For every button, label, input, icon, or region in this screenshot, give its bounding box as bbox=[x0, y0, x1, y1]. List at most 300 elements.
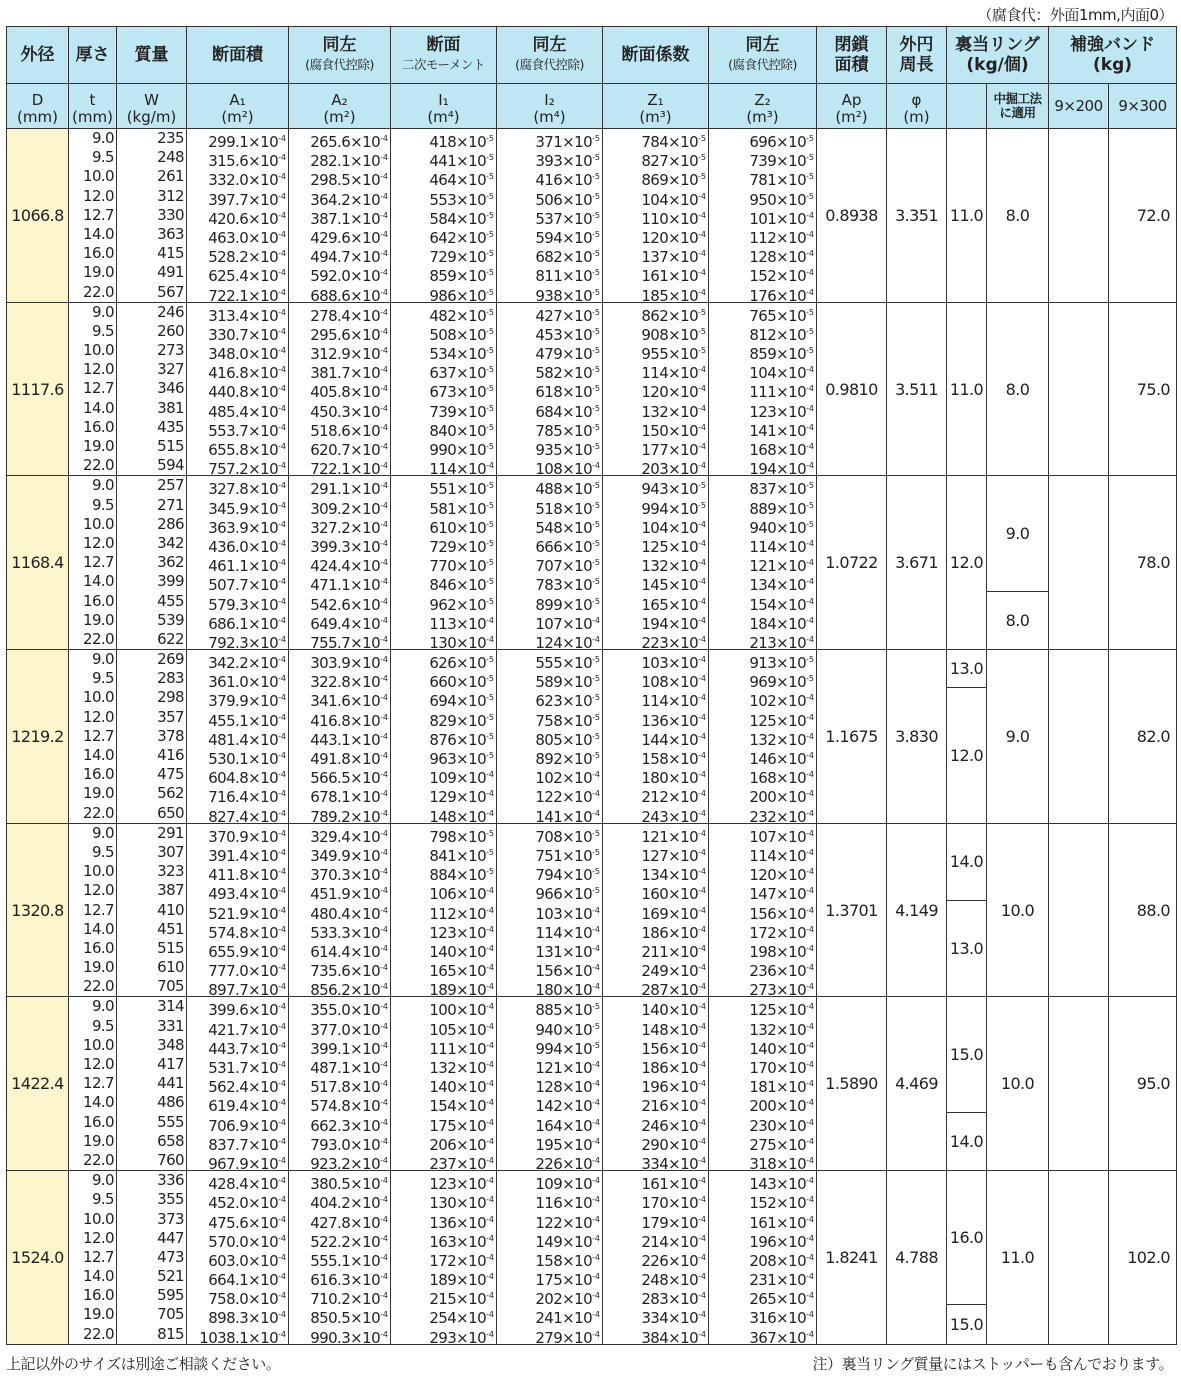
mantissa: 103 bbox=[535, 904, 563, 923]
value-z1 bbox=[603, 1248, 706, 1270]
exponent: -4 bbox=[698, 403, 706, 413]
times-ten: ×10 bbox=[350, 942, 381, 961]
mantissa: 405.8 bbox=[310, 383, 351, 402]
mantissa: 708 bbox=[535, 827, 563, 846]
mantissa: 488 bbox=[535, 480, 563, 499]
value-i1 bbox=[391, 148, 494, 171]
value-w: 331 bbox=[157, 1016, 184, 1035]
mantissa: 185 bbox=[641, 286, 669, 305]
value-t: 14.0 bbox=[83, 746, 114, 764]
value-i2 bbox=[497, 1055, 600, 1077]
value-i2 bbox=[497, 1113, 600, 1135]
times-ten: ×10 bbox=[456, 633, 487, 652]
mantissa: 581 bbox=[429, 499, 457, 518]
times-ten: ×10 bbox=[248, 1194, 279, 1213]
times-ten: ×10 bbox=[248, 788, 279, 807]
times-ten: ×10 bbox=[350, 1116, 381, 1135]
mantissa: 840 bbox=[429, 421, 457, 440]
value-z1 bbox=[603, 456, 706, 479]
mantissa: 453 bbox=[535, 325, 563, 344]
exponent: -5 bbox=[486, 326, 494, 336]
value-z1 bbox=[603, 303, 706, 325]
mantissa: 570.0 bbox=[208, 1232, 249, 1251]
exponent: -4 bbox=[592, 1136, 600, 1146]
value-w: 594 bbox=[157, 456, 184, 475]
times-ten: ×10 bbox=[350, 421, 381, 440]
exponent: -4 bbox=[698, 384, 706, 394]
times-ten: ×10 bbox=[776, 769, 807, 788]
value-a1 bbox=[187, 418, 286, 440]
times-ten: ×10 bbox=[248, 807, 279, 826]
mantissa: 522.2 bbox=[310, 1232, 351, 1251]
value-w: 307 bbox=[157, 842, 184, 861]
times-ten: ×10 bbox=[668, 1039, 699, 1058]
exponent: -4 bbox=[698, 422, 706, 432]
mantissa: 165 bbox=[641, 595, 669, 614]
value-z1 bbox=[603, 1151, 706, 1173]
mantissa: 967.9 bbox=[208, 1154, 249, 1173]
value-i1 bbox=[391, 592, 494, 614]
exponent: -4 bbox=[380, 403, 388, 413]
value-w: 269 bbox=[157, 650, 184, 669]
table-row bbox=[7, 823, 1177, 842]
exponent: -4 bbox=[592, 943, 600, 953]
exponent: -4 bbox=[698, 1040, 706, 1050]
value-t: 12.7 bbox=[83, 1074, 114, 1093]
times-ten: ×10 bbox=[668, 557, 699, 576]
mantissa: 363.9 bbox=[208, 518, 249, 537]
value-i1 bbox=[391, 1151, 494, 1173]
value-a2 bbox=[289, 1036, 388, 1058]
times-ten: ×10 bbox=[350, 1154, 381, 1173]
value-z1 bbox=[603, 1055, 706, 1077]
times-ten: ×10 bbox=[776, 345, 807, 364]
times-ten: ×10 bbox=[776, 1194, 807, 1213]
times-ten: ×10 bbox=[668, 711, 699, 730]
backing-ring-cell: 11.0 bbox=[947, 129, 987, 303]
times-ten: ×10 bbox=[668, 673, 699, 692]
times-ten: ×10 bbox=[350, 383, 381, 402]
mantissa: 994 bbox=[535, 1039, 563, 1058]
mantissa: 755.7 bbox=[310, 633, 351, 652]
mantissa: 334 bbox=[641, 1309, 669, 1328]
exponent: -4 bbox=[806, 1021, 814, 1031]
exponent: -4 bbox=[698, 905, 706, 915]
exponent: -4 bbox=[698, 461, 706, 471]
value-w: 521 bbox=[157, 1267, 184, 1286]
perimeter-cell: 4.788 bbox=[887, 1171, 947, 1345]
exponent: -5 bbox=[806, 134, 814, 143]
value-a1 bbox=[187, 901, 286, 923]
closed-area-cell: 1.1675 bbox=[817, 650, 887, 824]
exponent: -4 bbox=[698, 1176, 706, 1186]
times-ten: ×10 bbox=[776, 711, 807, 730]
value-list-z2 bbox=[709, 1171, 817, 1345]
exponent: -4 bbox=[486, 1252, 494, 1262]
mantissa: 461.1 bbox=[208, 557, 249, 576]
value-a2 bbox=[289, 572, 388, 595]
mantissa: 148 bbox=[641, 1020, 669, 1039]
times-ten: ×10 bbox=[456, 364, 487, 383]
exponent: -5 bbox=[806, 346, 814, 356]
value-list-a1 bbox=[187, 302, 289, 479]
times-ten: ×10 bbox=[350, 1328, 381, 1347]
mantissa: 160 bbox=[641, 885, 669, 904]
value-i2 bbox=[497, 997, 600, 1020]
value-w: 610 bbox=[157, 958, 184, 977]
value-a2 bbox=[289, 322, 388, 344]
value-w: 336 bbox=[157, 1171, 184, 1190]
mantissa: 642 bbox=[429, 228, 457, 247]
exponent: -4 bbox=[380, 307, 388, 317]
exponent: -5 bbox=[592, 712, 600, 722]
value-z2 bbox=[709, 1113, 814, 1135]
mantissa: 161 bbox=[641, 267, 669, 286]
exponent: -4 bbox=[278, 1252, 286, 1262]
mantissa: 962 bbox=[429, 595, 457, 614]
times-ten: ×10 bbox=[350, 1232, 381, 1251]
value-i2 bbox=[497, 283, 600, 305]
mantissa: 682 bbox=[535, 248, 563, 267]
value-t: 19.0 bbox=[83, 610, 114, 629]
value-list-t bbox=[69, 997, 117, 1171]
mantissa: 798 bbox=[429, 827, 457, 846]
mantissa: 582 bbox=[535, 364, 563, 383]
mantissa: 130 bbox=[429, 633, 457, 652]
mantissa: 464 bbox=[429, 171, 457, 190]
times-ten: ×10 bbox=[668, 1213, 699, 1232]
value-t: 12.0 bbox=[83, 1055, 114, 1073]
mantissa: 673 bbox=[429, 383, 457, 402]
value-a2 bbox=[289, 341, 388, 364]
value-a1 bbox=[187, 1305, 286, 1328]
value-i2 bbox=[497, 206, 600, 228]
times-ten: ×10 bbox=[456, 557, 487, 576]
value-w: 567 bbox=[157, 282, 184, 301]
value-t: 9.5 bbox=[91, 842, 114, 861]
mantissa: 243 bbox=[641, 807, 669, 826]
value-a2 bbox=[289, 784, 388, 807]
value-z2 bbox=[709, 322, 814, 344]
times-ten: ×10 bbox=[456, 576, 487, 595]
mantissa: 792.3 bbox=[208, 633, 249, 652]
times-ten: ×10 bbox=[562, 1154, 593, 1173]
value-z1 bbox=[603, 1210, 706, 1232]
exponent: -5 bbox=[486, 655, 494, 665]
exponent: -5 bbox=[486, 867, 494, 877]
mantissa: 443.1 bbox=[310, 730, 351, 749]
times-ten: ×10 bbox=[248, 441, 279, 459]
exponent: -5 bbox=[592, 847, 600, 857]
mantissa: 106 bbox=[429, 885, 457, 904]
exponent: -4 bbox=[380, 1040, 388, 1050]
times-ten: ×10 bbox=[350, 1001, 381, 1020]
value-z1 bbox=[603, 1190, 706, 1213]
mantissa: 128 bbox=[535, 1078, 563, 1097]
exponent: -4 bbox=[380, 1155, 388, 1165]
exponent: -4 bbox=[278, 1040, 286, 1050]
mantissa: 200 bbox=[749, 788, 777, 807]
times-ten: ×10 bbox=[668, 769, 699, 788]
times-ten: ×10 bbox=[562, 460, 593, 479]
header-Z2: 同左 (腐食代控除) bbox=[709, 27, 817, 84]
value-w: 595 bbox=[157, 1286, 184, 1305]
exponent: -4 bbox=[698, 249, 706, 259]
unit-D: D (mm) bbox=[7, 84, 69, 129]
mantissa: 371 bbox=[535, 133, 563, 151]
mantissa: 170 bbox=[749, 1059, 777, 1077]
value-z1 bbox=[603, 187, 706, 209]
mantissa: 122 bbox=[535, 1213, 563, 1232]
times-ten: ×10 bbox=[562, 1175, 593, 1194]
mantissa: 226 bbox=[535, 1154, 563, 1173]
exponent: -4 bbox=[380, 1329, 388, 1339]
exponent: -4 bbox=[380, 134, 388, 143]
exponent: -4 bbox=[380, 287, 388, 297]
value-t: 22.0 bbox=[83, 977, 114, 996]
unit-t: t (mm) bbox=[69, 84, 117, 129]
value-a2 bbox=[289, 534, 388, 556]
mantissa: 134 bbox=[749, 576, 777, 595]
value-z2 bbox=[709, 129, 814, 151]
value-a1 bbox=[187, 572, 286, 595]
mantissa: 107 bbox=[535, 614, 563, 633]
times-ten: ×10 bbox=[456, 383, 487, 402]
mantissa: 482 bbox=[429, 306, 457, 325]
value-list-i1 bbox=[391, 1171, 497, 1345]
exponent: -4 bbox=[592, 1233, 600, 1243]
value-t: 10.0 bbox=[83, 167, 114, 186]
exponent: -4 bbox=[486, 461, 494, 471]
mantissa: 114 bbox=[641, 692, 669, 711]
times-ten: ×10 bbox=[248, 942, 279, 961]
table-row bbox=[7, 476, 1177, 495]
times-ten: ×10 bbox=[456, 1213, 487, 1232]
value-z1 bbox=[603, 1229, 706, 1251]
times-ten: ×10 bbox=[776, 866, 807, 885]
exponent: -4 bbox=[486, 886, 494, 896]
times-ten: ×10 bbox=[776, 171, 807, 190]
exponent: -4 bbox=[698, 674, 706, 684]
value-a1 bbox=[187, 630, 286, 652]
header-Z1: 断面係数 bbox=[603, 27, 709, 84]
value-z1 bbox=[603, 881, 706, 904]
times-ten: ×10 bbox=[248, 1078, 279, 1097]
value-i1 bbox=[391, 167, 494, 190]
times-ten: ×10 bbox=[562, 1194, 593, 1213]
value-z2 bbox=[709, 901, 814, 923]
mantissa: 584 bbox=[429, 209, 457, 228]
exponent: -4 bbox=[698, 712, 706, 722]
mantissa: 121 bbox=[535, 1059, 563, 1077]
mantissa: 172 bbox=[749, 923, 777, 942]
value-t: 16.0 bbox=[83, 244, 114, 263]
exponent: -4 bbox=[380, 1060, 388, 1069]
times-ten: ×10 bbox=[350, 209, 381, 228]
times-ten: ×10 bbox=[562, 962, 593, 981]
exponent: -4 bbox=[592, 1117, 600, 1127]
mantissa: 216 bbox=[641, 1097, 669, 1116]
value-t: 10.0 bbox=[83, 688, 114, 707]
exponent: -5 bbox=[592, 538, 600, 548]
value-a1 bbox=[187, 746, 286, 768]
exponent: -4 bbox=[698, 1002, 706, 1012]
value-list-a2 bbox=[289, 129, 391, 303]
value-list-z1 bbox=[603, 476, 709, 650]
mantissa: 132 bbox=[429, 1059, 457, 1077]
exponent: -5 bbox=[486, 481, 494, 491]
times-ten: ×10 bbox=[562, 209, 593, 228]
exponent: -4 bbox=[380, 596, 388, 606]
value-i2 bbox=[497, 1017, 600, 1039]
mantissa: 282.1 bbox=[310, 152, 351, 171]
value-t: 10.0 bbox=[83, 862, 114, 881]
value-w: 271 bbox=[157, 495, 184, 514]
mantissa: 110 bbox=[641, 209, 669, 228]
value-w: 363 bbox=[157, 224, 184, 243]
closed-area-cell: 0.8938 bbox=[817, 129, 887, 303]
value-i1 bbox=[391, 187, 494, 209]
exponent: -4 bbox=[380, 1021, 388, 1031]
mantissa: 479 bbox=[535, 345, 563, 364]
mantissa: 111 bbox=[749, 383, 777, 402]
value-z1 bbox=[603, 1325, 706, 1347]
value-a1 bbox=[187, 881, 286, 904]
exponent: -4 bbox=[806, 268, 814, 278]
exponent: -5 bbox=[592, 500, 600, 510]
value-i2 bbox=[497, 1036, 600, 1058]
value-a1 bbox=[187, 1132, 286, 1154]
mantissa: 309.2 bbox=[310, 499, 351, 518]
exponent: -4 bbox=[806, 1060, 814, 1069]
value-z1 bbox=[603, 225, 706, 247]
times-ten: ×10 bbox=[248, 518, 279, 537]
mantissa: 212 bbox=[641, 788, 669, 807]
times-ten: ×10 bbox=[456, 788, 487, 807]
times-ten: ×10 bbox=[350, 267, 381, 286]
mantissa: 616.3 bbox=[310, 1271, 351, 1290]
band-9x300-cell: 95.0 bbox=[1109, 997, 1177, 1171]
mantissa: 686.1 bbox=[208, 614, 249, 633]
times-ten: ×10 bbox=[456, 1309, 487, 1328]
mantissa: 859 bbox=[749, 345, 777, 364]
exponent: -4 bbox=[806, 1155, 814, 1165]
mantissa: 485.4 bbox=[208, 402, 249, 421]
mantissa: 548 bbox=[535, 518, 563, 537]
value-a2 bbox=[289, 515, 388, 537]
mantissa: 604.8 bbox=[208, 769, 249, 788]
times-ten: ×10 bbox=[248, 171, 279, 190]
exponent: -4 bbox=[592, 1155, 600, 1165]
mantissa: 913 bbox=[749, 654, 777, 673]
band-9x200-cell bbox=[1049, 1171, 1109, 1345]
times-ten: ×10 bbox=[562, 730, 593, 749]
value-w: 342 bbox=[157, 533, 184, 552]
value-z2 bbox=[709, 1093, 814, 1116]
times-ten: ×10 bbox=[668, 248, 699, 267]
times-ten: ×10 bbox=[668, 942, 699, 961]
times-ten: ×10 bbox=[350, 1251, 381, 1270]
mantissa: 208 bbox=[749, 1251, 777, 1270]
mantissa: 114 bbox=[749, 537, 777, 556]
value-i2 bbox=[497, 476, 600, 499]
exponent: -4 bbox=[698, 982, 706, 992]
times-ten: ×10 bbox=[248, 1328, 279, 1347]
value-t: 19.0 bbox=[83, 1131, 114, 1150]
exponent: -4 bbox=[486, 1233, 494, 1243]
mantissa: 404.2 bbox=[310, 1194, 351, 1213]
mantissa: 152 bbox=[749, 267, 777, 286]
value-list-i1 bbox=[391, 997, 497, 1171]
mantissa: 885 bbox=[535, 1001, 563, 1020]
mantissa: 963 bbox=[429, 750, 457, 768]
times-ten: ×10 bbox=[668, 1290, 699, 1309]
times-ten: ×10 bbox=[668, 499, 699, 518]
value-a1 bbox=[187, 997, 286, 1020]
mantissa: 367 bbox=[749, 1328, 777, 1347]
times-ten: ×10 bbox=[668, 1251, 699, 1270]
value-z2 bbox=[709, 958, 814, 981]
value-a2 bbox=[289, 206, 388, 228]
exponent: -4 bbox=[486, 1060, 494, 1069]
exponent: -5 bbox=[486, 249, 494, 259]
header-ring: 裏当リング (kg/個) bbox=[947, 27, 1049, 84]
times-ten: ×10 bbox=[562, 345, 593, 364]
value-a2 bbox=[289, 804, 388, 826]
times-ten: ×10 bbox=[668, 1020, 699, 1039]
times-ten: ×10 bbox=[456, 1328, 487, 1347]
value-w: 330 bbox=[157, 205, 184, 224]
exponent: -4 bbox=[592, 634, 600, 644]
mantissa: 246 bbox=[641, 1116, 669, 1135]
value-z1 bbox=[603, 1113, 706, 1135]
value-a2 bbox=[289, 650, 388, 673]
mantissa: 493.4 bbox=[208, 885, 249, 904]
mantissa: 899 bbox=[535, 595, 563, 614]
value-a2 bbox=[289, 476, 388, 499]
times-ten: ×10 bbox=[350, 345, 381, 364]
value-i1 bbox=[391, 1171, 494, 1194]
times-ten: ×10 bbox=[350, 499, 381, 518]
times-ten: ×10 bbox=[668, 904, 699, 923]
exponent: -4 bbox=[380, 519, 388, 529]
value-i2 bbox=[497, 650, 600, 673]
value-i2 bbox=[497, 418, 600, 440]
times-ten: ×10 bbox=[668, 750, 699, 768]
times-ten: ×10 bbox=[776, 1001, 807, 1020]
times-ten: ×10 bbox=[668, 228, 699, 247]
steel-pipe-spec-table bbox=[6, 26, 1177, 1345]
exponent: -4 bbox=[486, 1079, 494, 1089]
value-i1 bbox=[391, 360, 494, 383]
value-t: 14.0 bbox=[83, 1267, 114, 1286]
exponent: -4 bbox=[380, 365, 388, 375]
backing-ring-nakabori-cell: 11.0 bbox=[987, 1171, 1049, 1345]
mantissa: 966 bbox=[535, 885, 563, 904]
backing-ring-cell: 14.0 bbox=[947, 1112, 987, 1171]
exponent: -4 bbox=[592, 1272, 600, 1282]
value-z1 bbox=[603, 341, 706, 364]
value-i2 bbox=[497, 824, 600, 846]
value-i1 bbox=[391, 1074, 494, 1097]
value-i1 bbox=[391, 515, 494, 537]
exponent: -4 bbox=[698, 1252, 706, 1262]
times-ten: ×10 bbox=[248, 827, 279, 846]
backing-ring-cell: 12.0 bbox=[947, 476, 987, 650]
mantissa: 805 bbox=[535, 730, 563, 749]
mantissa: 114 bbox=[641, 364, 669, 383]
value-z1 bbox=[603, 263, 706, 286]
